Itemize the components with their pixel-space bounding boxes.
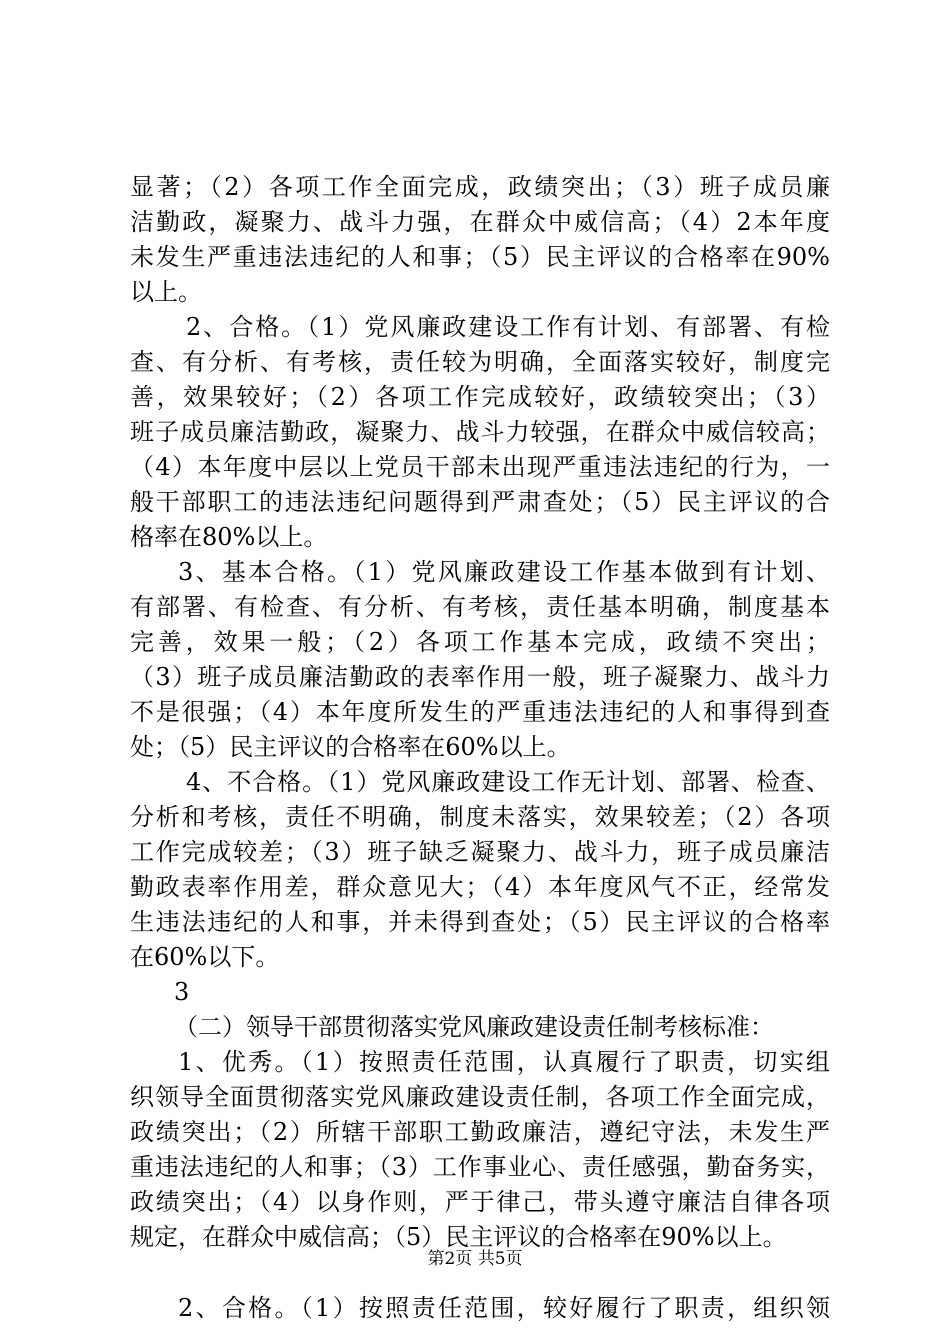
text-line: 未发生严重违法违纪的人和事；（5）民主评议的合格率在90% [130, 243, 830, 271]
page-footer: 第2页 共5页 [427, 1249, 523, 1269]
text-line: 工作完成较差；（3）班子缺乏凝聚力、战斗力，班子成员廉洁 [130, 838, 830, 866]
text-line: 格率在80%以上。 [130, 523, 328, 551]
text-line: 4、不合格。（1）党风廉政建设工作无计划、部署、检查、 [186, 768, 830, 796]
text-line: 分析和考核，责任不明确，制度未落实，效果较差；（2）各项 [130, 803, 830, 831]
text-line: 完善，效果一般；（2）各项工作基本完成，政绩不突出； [130, 628, 830, 656]
text-line: 重违法违纪的人和事；（3）工作事业心、责任感强，勤奋务实， [130, 1153, 830, 1181]
text-line: 显著；（2）各项工作全面完成，政绩突出；（3）班子成员廉 [130, 173, 830, 201]
text-line: 班子成员廉洁勤政，凝聚力、战斗力较强，在群众中威信较高； [130, 418, 830, 446]
text-line: （3）班子成员廉洁勤政的表率作用一般，班子凝聚力、战斗力 [130, 663, 830, 691]
text-line: 查、有分析、有考核，责任较为明确，全面落实较好，制度完 [130, 348, 830, 376]
text-line: 2、合格。（1）按照责任范围，较好履行了职责，组织领 [178, 1294, 830, 1322]
text-line: （4）本年度中层以上党员干部未出现严重违法违纪的行为，一 [130, 453, 830, 481]
text-line: 般干部职工的违法违纪问题得到严肃查处；（5）民主评议的合 [130, 488, 830, 516]
text-line: （二）领导干部贯彻落实党风廉政建设责任制考核标准： [174, 1013, 774, 1041]
text-line: 政绩突出；（4）以身作则，严于律己，带头遵守廉洁自律各项 [130, 1188, 830, 1216]
document-body [130, 170, 830, 1326]
text-line: 善，效果较好；（2）各项工作完成较好，政绩较突出；（3） [130, 383, 830, 411]
text-line: 规定，在群众中威信高；（5）民主评议的合格率在90%以上。 [130, 1223, 787, 1251]
text-line: 以上。 [130, 278, 202, 306]
text-line: 3 [174, 978, 190, 1006]
text-line: 政绩突出；（2）所辖干部职工勤政廉洁，遵纪守法，未发生严 [130, 1118, 830, 1146]
text-line: 1、优秀。（1）按照责任范围，认真履行了职责，切实组 [178, 1048, 830, 1076]
text-line: 织领导全面贯彻落实党风廉政建设责任制，各项工作全面完成， [130, 1083, 830, 1111]
text-line: 在60%以下。 [130, 943, 280, 971]
text-line: 洁勤政，凝聚力、战斗力强，在群众中威信高；（4）2本年度 [130, 208, 830, 236]
text-line: 勤政表率作用差，群众意见大；（4）本年度风气不正，经常发 [130, 873, 830, 901]
text-line: 有部署、有检查、有分析、有考核，责任基本明确，制度基本 [130, 593, 830, 621]
text-line: 处；（5）民主评议的合格率在60%以上。 [130, 733, 571, 761]
text-line: 3、基本合格。（1）党风廉政建设工作基本做到有计划、 [178, 558, 830, 586]
text-line: 生违法违纪的人和事，并未得到查处；（5）民主评议的合格率 [130, 908, 830, 936]
text-line: 不是很强；（4）本年度所发生的严重违法违纪的人和事得到查 [130, 698, 830, 726]
text-line: 2、合格。（1）党风廉政建设工作有计划、有部署、有检 [186, 313, 830, 341]
